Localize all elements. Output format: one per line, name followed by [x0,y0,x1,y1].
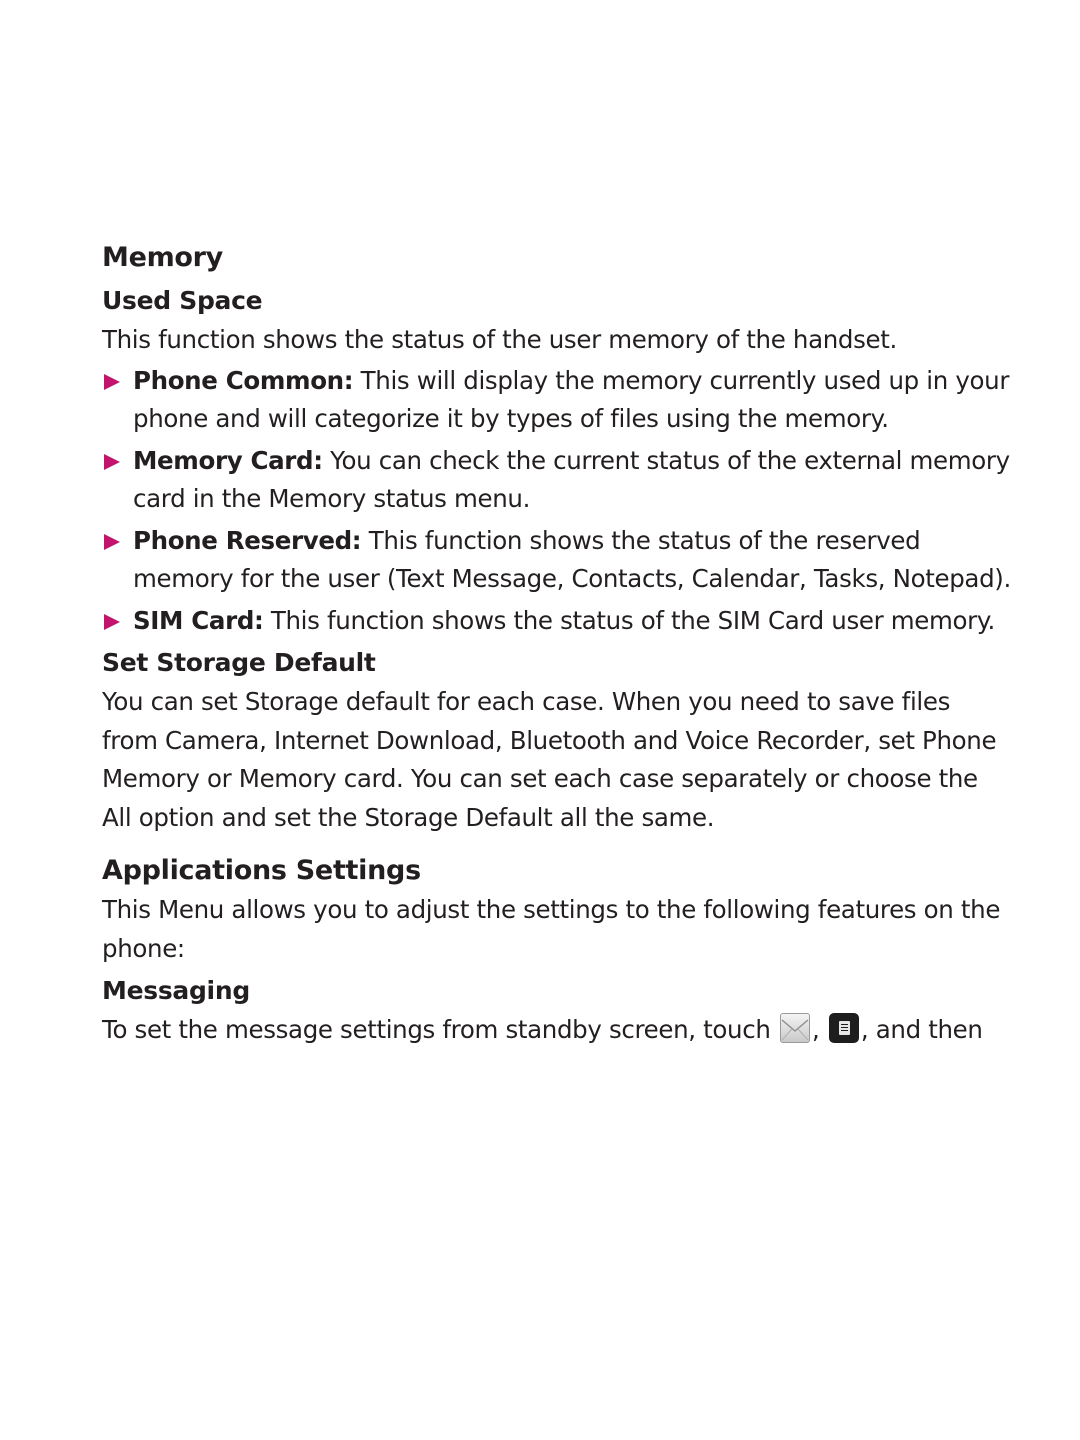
used-space-heading: Used Space [102,286,263,315]
set-storage-default-heading: Set Storage Default [102,648,376,677]
list-item [102,362,1012,439]
applications-settings-heading: Applications Settings [102,855,421,886]
set-storage-default-text: You can set Storage default for each case. When you need to save files from Camera, Internet Download, Bluetooth and Voice Recorder, set Phone Memory or Memory card. You can set each case separately or choose the All option and set the Storage Default all the same. [102,687,997,832]
bullet-term: Phone Reserved: [133,525,362,555]
triangle-bullet-icon [104,614,120,630]
envelope-icon [780,1013,810,1043]
list-item [102,602,1012,641]
messaging-text [102,1011,1012,1050]
messaging-heading: Messaging [102,976,250,1005]
triangle-bullet-icon [104,454,120,470]
manual-page [102,238,1012,1050]
messaging-text-sep: , [811,1015,827,1044]
bullet-term: SIM Card: [133,605,264,635]
menu-icon [829,1013,859,1043]
messaging-text-after: , and then [860,1015,983,1044]
messaging-text-before: To set the message settings from standby screen, touch [102,1015,778,1044]
bullet-text: You can check the current status of the external memory card in the Memory status menu. [133,445,1010,513]
triangle-bullet-icon [104,534,120,550]
bullet-term: Phone Common: [133,365,354,395]
used-space-intro: This function shows the status of the user memory of the handset. [102,325,897,354]
bullet-text: This function shows the status of the reserved memory for the user (Text Message, Contacts, Calendar, Tasks, Notepad). [133,525,1011,593]
bullet-term: Memory Card: [133,445,323,475]
used-space-list [102,362,1012,641]
bullet-text: This function shows the status of the SIM Card user memory. [263,605,995,635]
list-item [102,522,1012,599]
list-item [102,442,1012,519]
triangle-bullet-icon [104,374,120,390]
bullet-text: This will display the memory currently used up in your phone and will categorize it by types of files using the memory. [133,365,1010,433]
memory-heading: Memory [102,242,223,273]
applications-settings-intro: This Menu allows you to adjust the settings to the following features on the phone: [102,895,1001,963]
